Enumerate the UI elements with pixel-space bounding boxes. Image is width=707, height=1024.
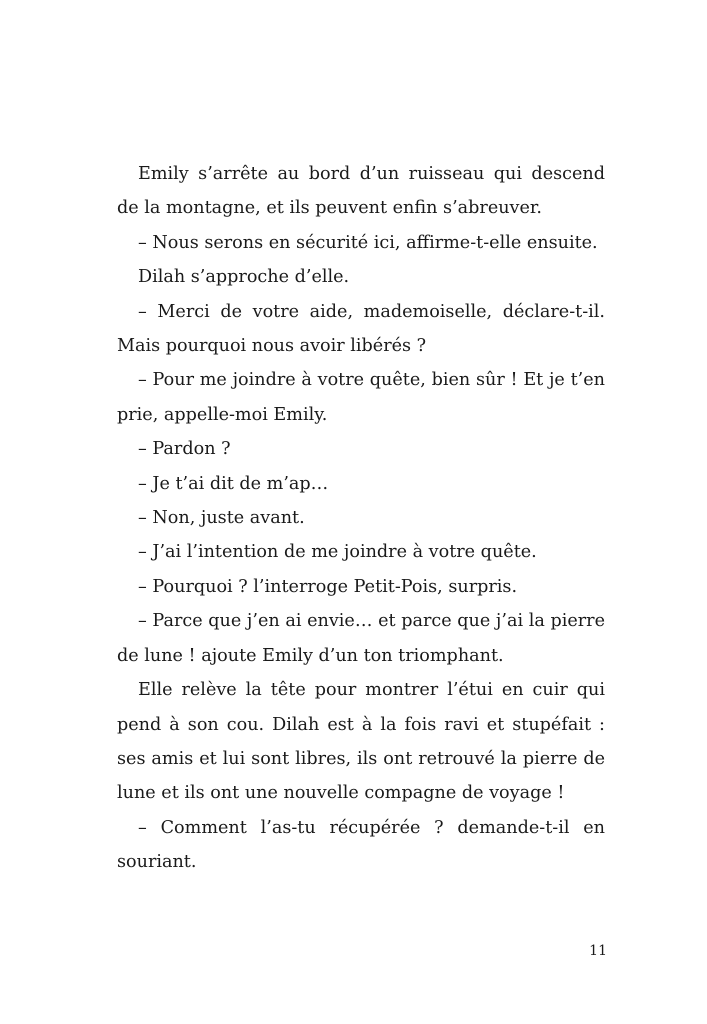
paragraph: Elle relève la tête pour montrer l’étui en cuir qui pend à son cou. Dilah est à la fois ravi et stupéfait : ses amis et lui sont libres, ils ont retrouvé la pierre de lune et ils ont une nouvelle compagne de voyage ! (117, 680, 605, 804)
body-text (117, 157, 605, 880)
paragraph: – Parce que j’en ai envie… et parce que j’ai la pierre de lune ! ajoute Emily d’un ton triomphant. (117, 611, 605, 666)
paragraph: – J’ai l’intention de me joindre à votre quête. (138, 542, 537, 563)
paragraph: – Non, juste avant. (138, 508, 305, 529)
paragraph: – Pour me joindre à votre quête, bien sûr ! Et je t’en prie, appelle-moi Emily. (117, 370, 605, 425)
paragraph: – Pourquoi ? l’interroge Petit-Pois, surpris. (138, 576, 518, 597)
paragraph: Dilah s’approche d’elle. (138, 267, 350, 288)
paragraph: – Comment l’as-tu récupérée ? demande-t-il en souriant. (117, 817, 605, 873)
paragraph: – Nous serons en sécurité ici, affirme-t-elle ensuite. (138, 232, 598, 253)
paragraph: Emily s’arrête au bord d’un ruisseau qui descend de la montagne, et ils peuvent enfin s’abreuver. (117, 164, 605, 219)
paragraph: – Merci de votre aide, mademoiselle, déclare-t-il. Mais pourquoi nous avoir libérés ? (117, 301, 605, 357)
paragraph: – Je t’ai dit de m’ap… (138, 473, 329, 494)
paragraph: – Pardon ? (138, 439, 231, 460)
page-number: 11 (589, 943, 607, 959)
